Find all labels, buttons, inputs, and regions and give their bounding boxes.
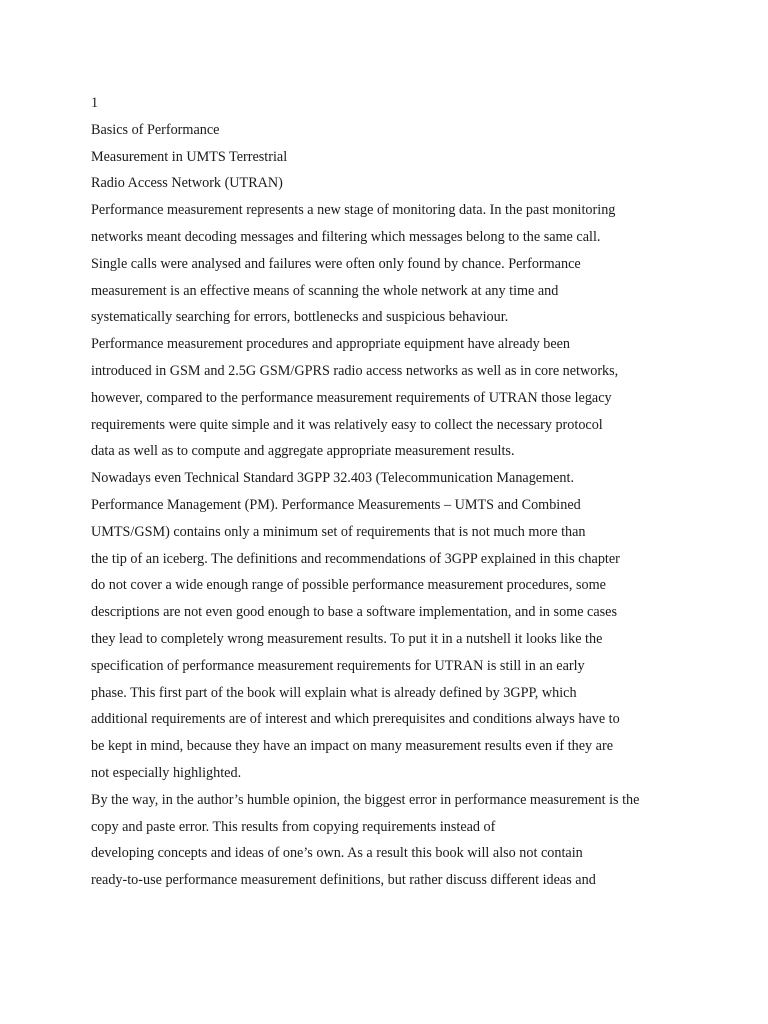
text-line: systematically searching for errors, bottlenecks and suspicious behaviour. xyxy=(91,309,509,326)
text-line: however, compared to the performance measurement requirements of UTRAN those legacy xyxy=(91,389,612,406)
text-line: By the way, in the author’s humble opinion, the biggest error in performance measurement is the xyxy=(91,791,640,808)
text-line: data as well as to compute and aggregate appropriate measurement results. xyxy=(91,443,515,460)
text-line: the tip of an iceberg. The definitions and recommendations of 3GPP explained in this chapter xyxy=(91,550,620,567)
text-line: measurement is an effective means of scanning the whole network at any time and xyxy=(91,282,559,299)
page-content xyxy=(91,90,751,894)
page-number: 1 xyxy=(91,95,99,111)
text-line: descriptions are not even good enough to base a software implementation, and in some cases xyxy=(91,604,617,621)
text-line: additional requirements are of interest and which prerequisites and conditions always have to xyxy=(91,711,620,728)
paragraph xyxy=(91,465,751,787)
text-line: specification of performance measurement requirements for UTRAN is still in an early xyxy=(91,657,585,674)
text-line: introduced in GSM and 2.5G GSM/GPRS radio access networks as well as in core networks, xyxy=(91,362,619,379)
text-line: phase. This first part of the book will explain what is already defined by 3GPP, which xyxy=(91,684,577,701)
text-line: Performance Management (PM). Performance Measurements – UMTS and Combined xyxy=(91,496,581,513)
text-line: Single calls were analysed and failures were often only found by chance. Performance xyxy=(91,255,581,272)
heading-line: Radio Access Network (UTRAN) xyxy=(91,175,283,192)
heading-line: Basics of Performance xyxy=(91,121,220,138)
text-line: be kept in mind, because they have an impact on many measurement results even if they are xyxy=(91,738,613,755)
chapter-heading xyxy=(91,117,751,197)
heading-line: Measurement in UMTS Terrestrial xyxy=(91,148,288,165)
paragraph xyxy=(91,331,751,465)
text-line: developing concepts and ideas of one’s own. As a result this book will also not contain xyxy=(91,845,583,862)
text-line: UMTS/GSM) contains only a minimum set of requirements that is not much more than xyxy=(91,523,586,540)
text-line: not especially highlighted. xyxy=(91,764,242,781)
text-line: copy and paste error. This results from copying requirements instead of xyxy=(91,818,496,835)
text-line: requirements were quite simple and it was relatively easy to collect the necessary protocol xyxy=(91,416,603,433)
text-line: Performance measurement represents a new stage of monitoring data. In the past monitoring xyxy=(91,202,616,219)
text-line: they lead to completely wrong measurement results. To put it in a nutshell it looks like the xyxy=(91,630,603,647)
text-line: networks meant decoding messages and filtering which messages belong to the same call. xyxy=(91,228,601,245)
text-line: do not cover a wide enough range of possible performance measurement procedures, some xyxy=(91,577,606,594)
paragraph xyxy=(91,787,751,894)
text-line: Nowadays even Technical Standard 3GPP 32.403 (Telecommunication Management. xyxy=(91,470,575,487)
text-line: ready-to-use performance measurement definitions, but rather discuss different ideas and xyxy=(91,872,596,889)
text-line: Performance measurement procedures and appropriate equipment have already been xyxy=(91,336,571,353)
paragraph xyxy=(91,197,751,331)
